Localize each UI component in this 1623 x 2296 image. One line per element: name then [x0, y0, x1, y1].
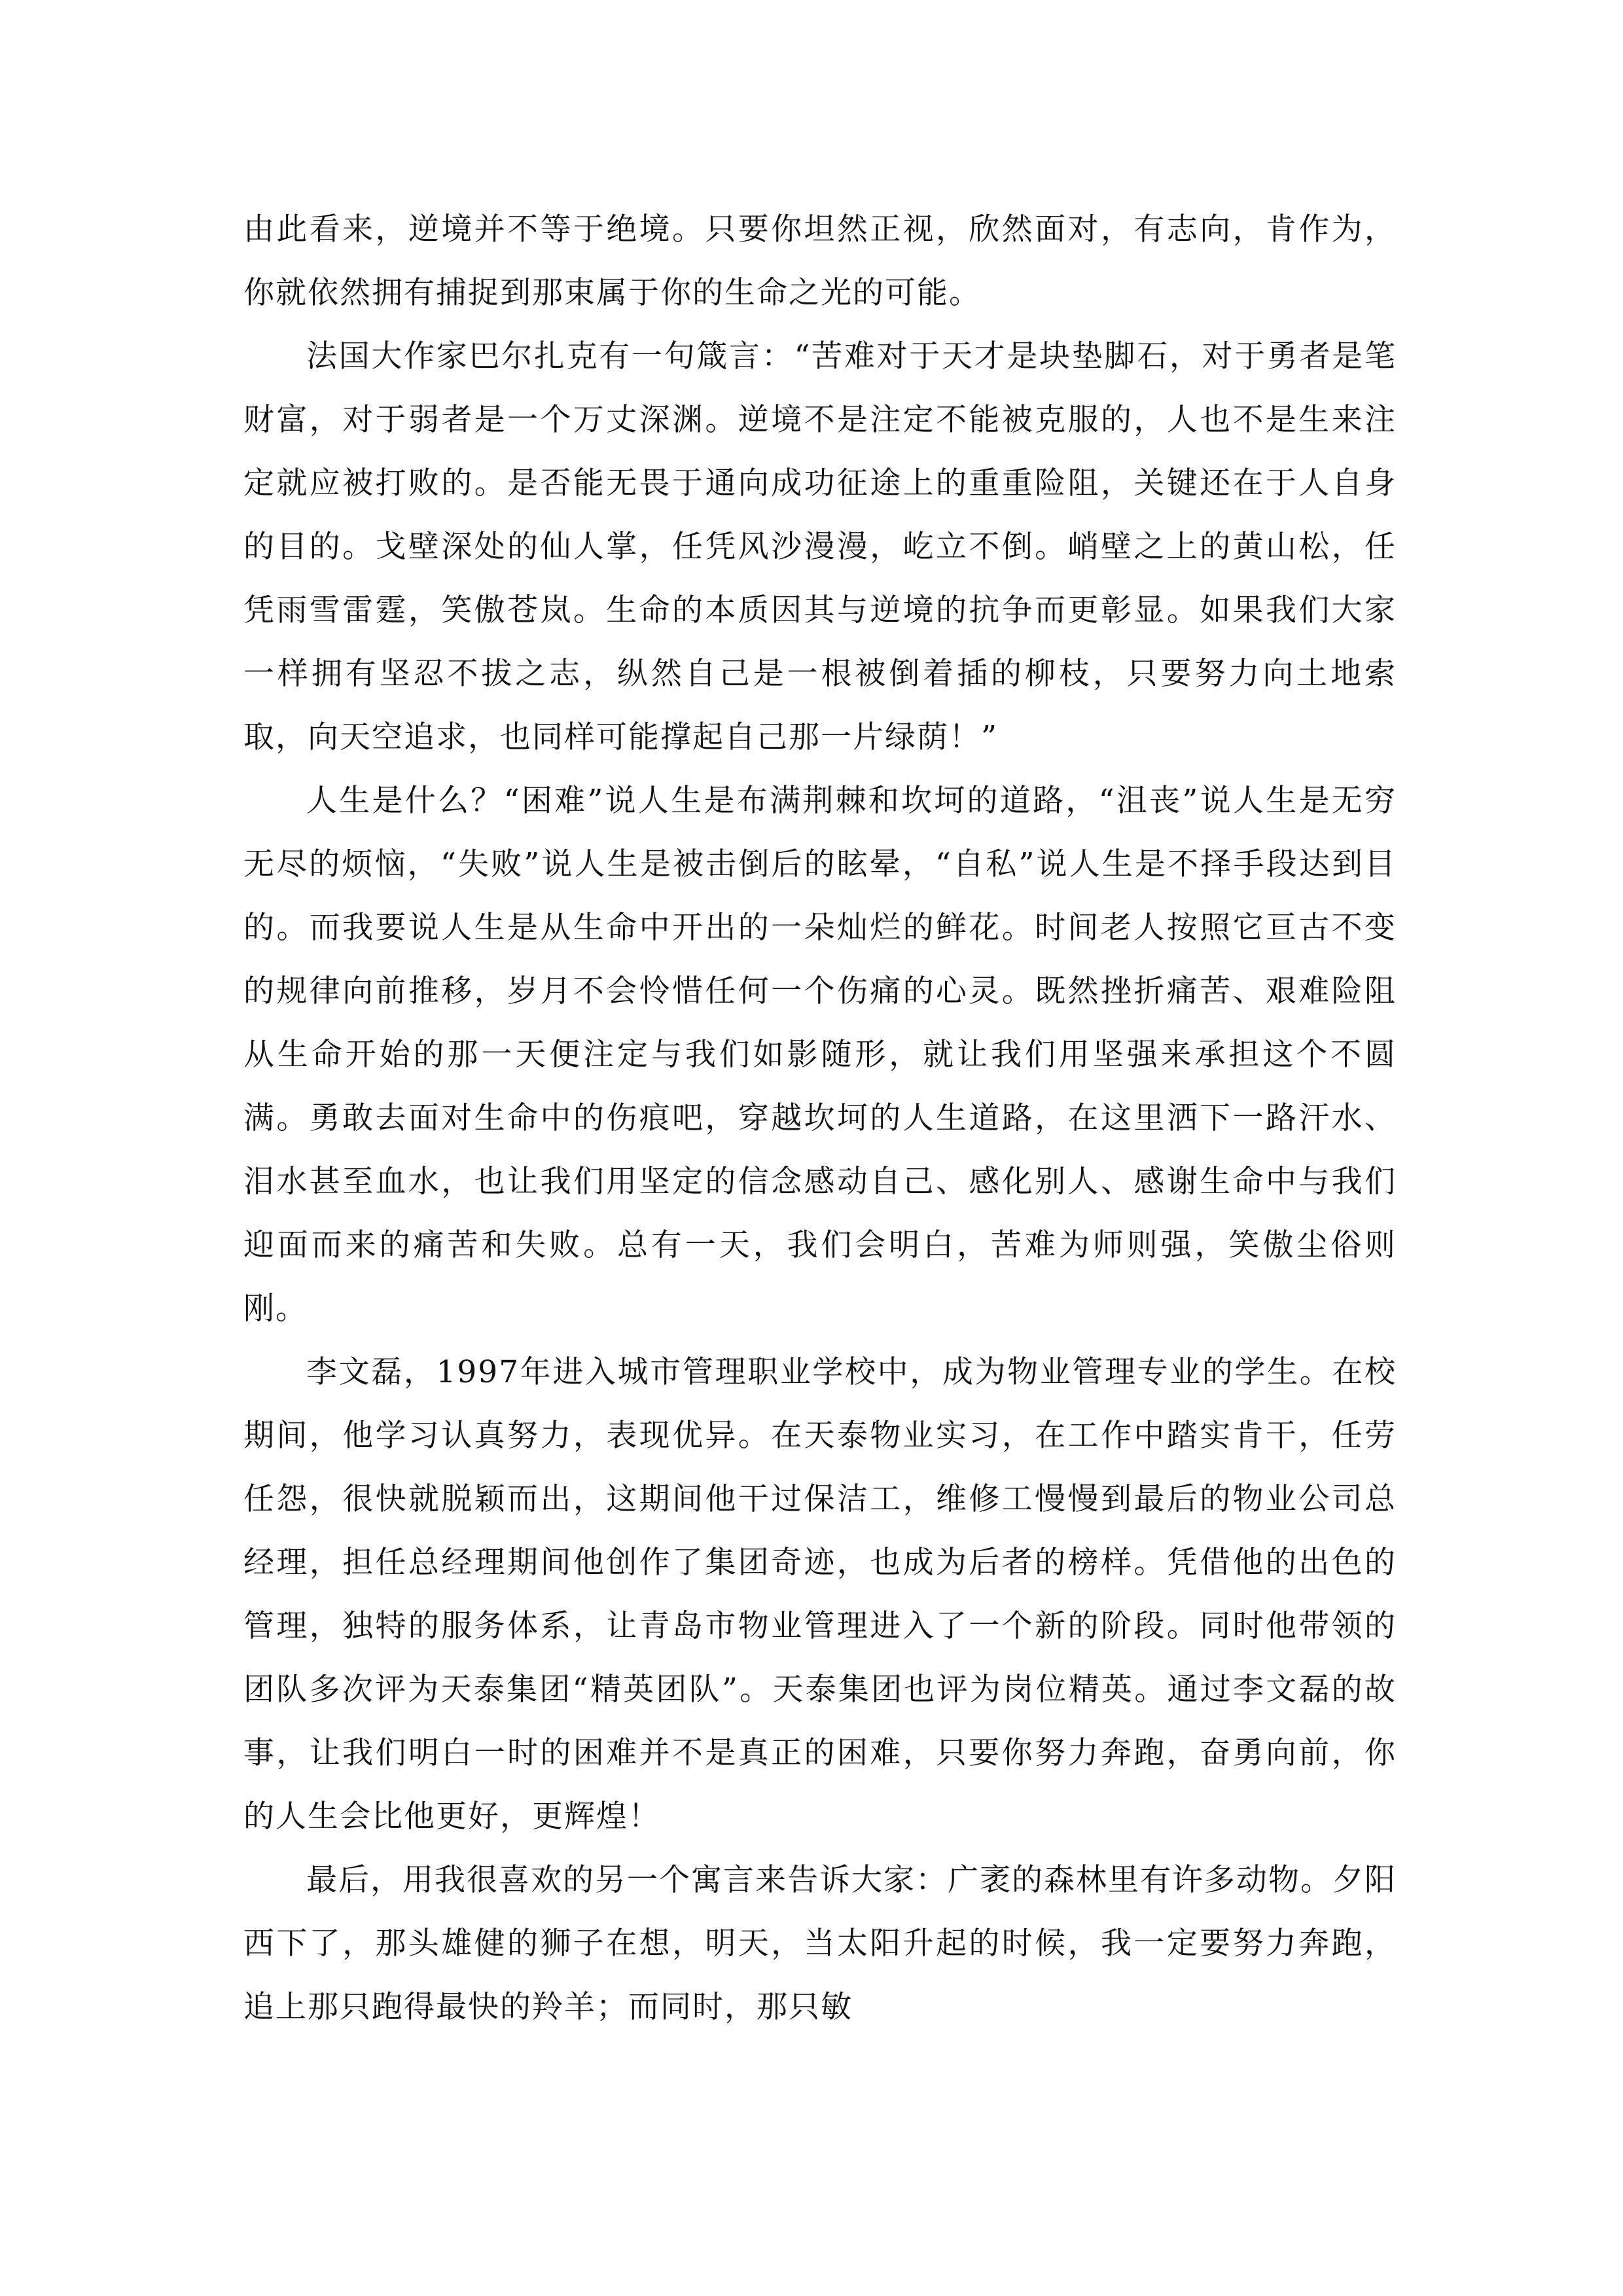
paragraph-li-wenlei: 李文磊，1997年进入城市管理职业学校中，成为物业管理专业的学生。在校期间，他学习认真努力，表现优异。在天泰物业实习，在工作中踏实肯干，任劳任怨，很快就脱颖而出，这期间他干过保洁工，维修工慢慢到最后的物业公司总经理，担任总经理期间他创作了集团奇迹，也成为后者的榜样。凭借他的出色的管理，独特的服务体系，让青岛市物业管理进入了一个新的阶段。同时他带领的团队多次评为天泰集团“精英团队”。天泰集团也评为岗位精英。通过李文磊的故事，让我们明白一时的困难并不是真正的困难，只要你努力奔跑，奋勇向前，你的人生会比他更好，更辉煌！ — [243, 1354, 1397, 1835]
paragraph-fable: 最后，用我很喜欢的另一个寓言来告诉大家：广袤的森林里有许多动物。夕阳西下了，那头雄健的狮子在想，明天，当太阳升起的时候，我一定要努力奔跑，追上那只跑得最快的羚羊；而同时，那只敏 — [243, 1862, 1397, 2025]
paragraph-conclusion: 由此看来，逆境并不等于绝境。只要你坦然正视，欣然面对，有志向，肯作为，你就依然拥有捕捉到那束属于你的生命之光的可能。 — [243, 211, 1397, 311]
paragraph-what-is-life: 人生是什么？“困难”说人生是布满荆棘和坎坷的道路，“沮丧”说人生是无穷无尽的烦恼，“失败”说人生是被击倒后的眩晕，“自私”说人生是不择手段达到目的。而我要说人生是从生命中开出的一朵灿烂的鲜花。时间老人按照它亘古不变的规律向前推移，岁月不会怜惜任何一个伤痛的心灵。既然挫折痛苦、艰难险阻从生命开始的那一天便注定与我们如影随形，就让我们用坚强来承担这个不圆满。勇敢去面对生命中的伤痕吧，穿越坎坷的人生道路，在这里洒下一路汗水、泪水甚至血水，也让我们用坚定的信念感动自己、感化别人、感谢生命中与我们迎面而来的痛苦和失败。总有一天，我们会明白，苦难为师则强，笑傲尘俗则刚。 — [243, 783, 1397, 1327]
document-body — [243, 198, 1397, 2039]
paragraph-balzac-quote: 法国大作家巴尔扎克有一句箴言：“苦难对于天才是块垫脚石，对于勇者是笔财富，对于弱者是一个万丈深渊。逆境不是注定不能被克服的，人也不是生来注定就应被打败的。是否能无畏于通向成功征途上的重重险阻，关键还在于人自身的目的。戈壁深处的仙人掌，任凭风沙漫漫，屹立不倒。峭壁之上的黄山松，任凭雨雪雷霆，笑傲苍岚。生命的本质因其与逆境的抗争而更彰显。如果我们大家一样拥有坚忍不拔之志，纵然自己是一根被倒着插的柳枝，只要努力向土地索取，向天空追求，也同样可能撑起自己那一片绿荫！” — [243, 338, 1397, 755]
